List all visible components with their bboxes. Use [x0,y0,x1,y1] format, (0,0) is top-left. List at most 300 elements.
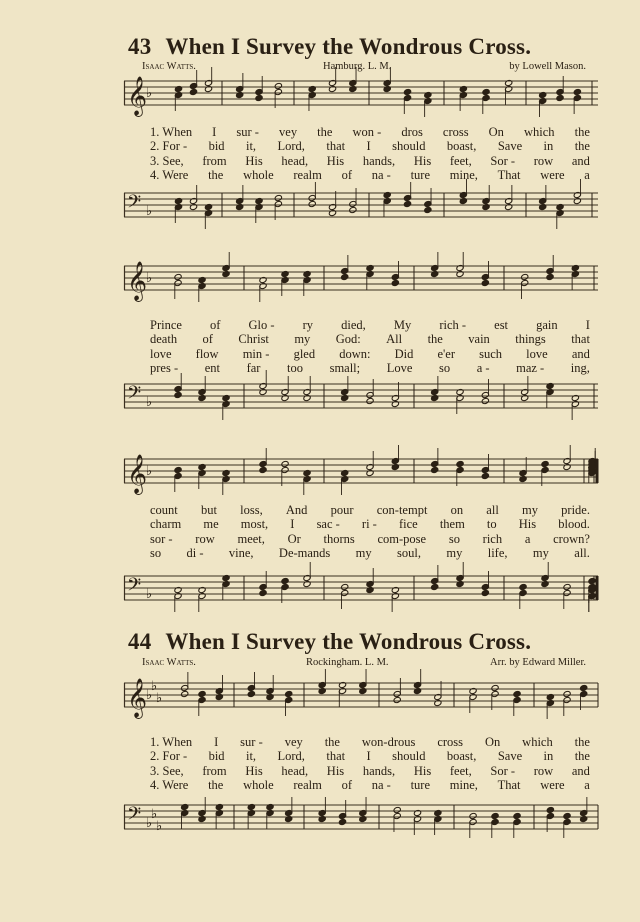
lyric-syllable: that [571,332,590,347]
note-head [403,88,411,95]
staff-lines [124,371,598,421]
lyric-syllable: so [448,531,460,546]
lyric-syllable: were [540,777,565,792]
note-head [303,394,311,401]
author: Isaac Watts. [142,657,196,668]
lyric-syllable: I [214,735,219,749]
note-head [481,397,489,404]
lyric-syllable: gled [293,346,316,361]
lyric-syllable: row [533,153,554,168]
treble-staff [124,678,598,718]
staff-lines [124,792,598,842]
flat-icon: ♭ [146,464,153,479]
lyric-syllable: pride. [561,503,590,517]
lyric-syllable: row [195,531,215,546]
lyric-syllable: were [540,167,565,182]
note-head [580,815,588,822]
lyric-syllable: sur - [240,735,263,749]
note-head [413,809,421,816]
lyric-syllable: down: [339,346,371,361]
note-head [366,586,374,593]
verse-line [150,749,590,763]
note-head [198,586,206,593]
lyric-syllable: all [486,503,499,517]
lyric-syllable: ture [410,777,431,792]
note-head [259,466,267,473]
lyric-syllable: dros [401,125,423,139]
lyric-syllable: the [208,777,224,792]
flat-icon: ♭ [156,819,163,834]
note-head [541,580,549,587]
lyric-syllable: 4. Were [150,777,189,792]
lyric-syllable: and [571,763,590,778]
note-head [459,197,467,204]
note-head [546,806,554,813]
staff-lines [124,253,598,303]
lyric-syllable: min - [242,346,270,361]
verse-line [150,764,590,778]
note-head [259,388,267,395]
bass-staff [124,192,598,218]
note-head [482,88,490,95]
note-head [222,574,230,581]
note-head [505,79,513,86]
note-head [285,690,293,697]
lyric-syllable: my [294,332,311,347]
treble-clef-icon: 𝄞 [127,76,148,116]
note-head [247,690,255,697]
note-head [328,85,336,92]
lyric-syllable: it, [245,139,257,154]
lyric-syllable: That [497,167,521,182]
lyric-syllable: Lord, [277,139,305,154]
note-head [456,270,464,277]
lyric-syllable: rich - [439,318,467,332]
lyric-syllable: On [484,735,501,749]
note-head [341,583,349,590]
lyric-syllable: count [150,503,178,517]
lyric-syllable: of [202,332,213,347]
lyric-syllable: 3. See, [150,763,184,778]
note-head [456,460,464,467]
flat-icon: ♭ [146,816,153,831]
treble-clef-icon: 𝄞 [127,261,148,301]
lyric-syllable: fice [398,517,418,532]
note-head [308,200,316,207]
lyric-syllable: them [439,517,465,532]
lyric-syllable: love [150,346,172,361]
bass-staff [124,383,598,409]
note-head [563,690,571,697]
lyric-syllable: I [366,139,371,154]
staff-lines [124,670,598,720]
lyric-syllable: sur - [236,125,259,139]
note-head [255,94,263,101]
lyric-syllable: vey [284,735,303,749]
flat-icon: ♭ [146,204,153,219]
lyric-syllable: in [543,749,554,764]
lyric-syllable: cross [442,125,469,139]
lyric-syllable: whole [243,777,274,792]
note-head [198,815,206,822]
staff-lines [124,68,598,118]
lyric-syllable: and [571,346,590,361]
lyric-syllable: boast, [446,139,477,154]
note-head [393,806,401,813]
note-head [222,394,230,401]
lyric-syllable: but [200,503,217,517]
hymn-number: 43 [128,34,152,59]
note-head [281,394,289,401]
hymn-number: 44 [128,629,152,654]
lyric-syllable: Did [394,346,414,361]
note-head [424,206,432,213]
lyric-syllable: should [392,749,426,764]
verse-line [150,347,590,361]
note-head [285,815,293,822]
treble-staff [124,454,598,494]
lyric-syllable: 3. See, [150,153,184,168]
lyric-syllable: I [366,749,371,764]
note-head [198,690,206,697]
note-head [189,203,197,210]
lyric-syllable: Sor - [490,763,516,778]
note-head [573,88,581,95]
lyric-syllable: the [427,332,443,347]
lyric-syllable: whole [243,167,274,182]
lyric-syllable: His [518,517,537,532]
lyric-syllable: which [523,125,555,139]
note-head [366,397,374,404]
lyric-syllable: Sor - [490,153,516,168]
lyric-syllable: such [479,346,503,361]
lyric-syllable: His [245,153,263,168]
bass-clef-icon: 𝄢 [127,804,142,829]
note-head [174,466,182,473]
lyric-syllable: crown? [553,531,590,546]
note-head [359,687,367,694]
note-head [247,803,255,810]
lyric-syllable: small; [329,360,361,375]
note-head [318,815,326,822]
flat-icon: ♭ [146,271,153,286]
lyric-syllable: My [393,318,412,332]
note-head [456,580,464,587]
note-head [198,276,206,283]
lyric-syllable: rich [482,531,503,546]
lyric-syllable: that [326,139,346,154]
lyric-syllable: the [317,125,333,139]
note-head [513,812,521,819]
bass-staff [124,575,598,601]
note-head [204,85,212,92]
lyric-syllable: of [210,318,221,332]
bass-clef-icon: 𝄢 [127,575,142,600]
note-head [491,812,499,819]
lyric-syllable: ri - [361,517,377,532]
lyric-syllable: Prince [150,318,182,332]
note-head [383,85,391,92]
lyric-syllable: bid [208,749,225,764]
note-head [222,270,230,277]
note-head [198,394,206,401]
lyric-syllable: a - [476,360,490,375]
note-head [481,279,489,286]
lyric-syllable: soul, [397,545,421,560]
verse-line [150,532,590,546]
lyric-syllable: a [584,167,590,182]
lyric-syllable: hands, [362,153,396,168]
note-head [505,203,513,210]
note-head [215,803,223,810]
lyric-syllable: con-tempt [376,503,428,517]
staff-lines [124,446,598,496]
verse-line [150,139,590,153]
note-head [318,687,326,694]
note-head [546,273,554,280]
note-head [541,460,549,467]
lyric-syllable: I [212,125,217,139]
lyric-syllable: the [208,167,224,182]
note-head [341,394,349,401]
lyric-syllable: realm [293,777,322,792]
note-head [174,391,182,398]
flat-icon: ♭ [151,807,158,822]
lyric-syllable: His [413,153,432,168]
lyric-syllable: most, [240,517,269,532]
lyric-syllable: the [574,749,590,764]
note-head [431,466,439,473]
lyric-syllable: feet, [449,763,472,778]
lyric-syllable: Christ [238,332,269,347]
note-head [573,197,581,204]
lyric-syllable: vey [279,125,298,139]
lyric-syllable: 1. When [150,125,193,139]
lyric-syllable: on [450,503,464,517]
lyric-syllable: His [245,763,263,778]
lyric-syllable: Or [287,531,301,546]
note-head [563,463,571,470]
verse-line [150,154,590,168]
hymn-44-verses-system-1 [150,735,590,792]
hymn-title-text: When I Survey the Wondrous Cross. [165,629,532,654]
lyric-syllable: realm [293,167,322,182]
note-head [236,203,244,210]
note-head [338,681,346,688]
lyric-syllable: sor - [150,531,173,546]
lyric-syllable: com-pose [377,531,427,546]
note-head [189,88,197,95]
lyric-syllable: All [386,332,403,347]
lyric-syllable: mine, [449,777,478,792]
note-head [255,197,263,204]
lyric-syllable: ing, [570,360,590,375]
note-head [181,690,189,697]
lyric-syllable: too [287,360,303,375]
lyric-syllable: 4. Were [150,167,189,182]
note-head [204,203,212,210]
note-head [366,469,374,476]
note-head [431,270,439,277]
lyric-syllable: row [533,763,554,778]
flat-icon: ♭ [146,86,153,101]
lyric-syllable: na - [371,777,391,792]
verse-line [150,318,590,332]
flat-icon: ♭ [156,691,163,706]
note-head [571,394,579,401]
note-head [539,91,547,98]
note-head [481,472,489,479]
note-head [274,194,282,201]
flat-icon: ♭ [151,679,158,694]
note-head [413,687,421,694]
author: Isaac Watts. [142,61,196,72]
lyric-syllable: bid [208,139,225,154]
note-head [341,469,349,476]
lyric-syllable: to [486,517,497,532]
verse-line [150,735,590,749]
lyric-syllable: cross [437,735,464,749]
note-head [434,699,442,706]
note-head [222,469,230,476]
lyric-syllable: my [532,545,549,560]
flat-icon: ♭ [146,688,153,703]
composer: by Lowell Mason. [509,61,586,72]
lyric-syllable: mine, [449,167,478,182]
lyric-syllable: it, [245,749,257,764]
lyric-syllable: And [285,503,308,517]
note-head [491,684,499,691]
note-head [539,203,547,210]
note-head [174,273,182,280]
lyric-syllable: a [524,531,531,546]
hymn-title-text: When I Survey the Wondrous Cross. [165,34,532,59]
note-head [456,388,464,395]
verse-line [150,332,590,346]
lyric-syllable: which [522,735,553,749]
note-head [556,94,564,101]
lyric-syllable: hands, [362,763,396,778]
hymn-43-verses-system-1 [150,125,590,182]
lyric-syllable: and [571,153,590,168]
lyric-syllable: ture [410,167,431,182]
treble-staff [124,76,598,116]
lyric-syllable: my [521,503,538,517]
note-head [546,693,554,700]
note-head [519,583,527,590]
note-head [459,85,467,92]
lyric-syllable: should [392,139,426,154]
note-head [391,400,399,407]
note-head [571,264,579,271]
note-head [469,687,477,694]
staff-lines [124,180,598,230]
note-head [519,475,527,482]
hymn-43-verses-system-2 [150,318,590,375]
verse-line [150,546,590,560]
hymn-43-verses-system-3 [150,503,590,560]
lyric-syllable: all. [574,545,590,560]
note-head [349,85,357,92]
hymn-44-title [128,629,598,655]
staff-lines [124,563,598,613]
lyric-syllable: a [584,777,590,792]
lyric-syllable: the [574,125,590,139]
note-head [303,580,311,587]
note-head [391,463,399,470]
note-head [181,803,189,810]
note-head [556,203,564,210]
treble-clef-icon: 𝄞 [127,678,148,718]
lyric-syllable: love [526,346,548,361]
lyric-syllable: His [326,763,345,778]
lyric-syllable: far [246,360,261,375]
note-head [236,91,244,98]
note-head [434,809,442,816]
lyric-syllable: vine, [228,545,254,560]
lyric-syllable: head, [281,153,309,168]
lyric-syllable: His [413,763,432,778]
lyric-syllable: won-drous [361,735,416,749]
verse-line [150,778,590,792]
lyric-syllable: the [574,735,590,749]
lyric-syllable: head, [281,763,309,778]
lyric-syllable: my [446,545,463,560]
lyric-syllable: me [203,517,219,532]
lyric-syllable: pres - [150,360,179,375]
lyric-syllable: 2. For - [150,749,188,764]
note-head [546,382,554,389]
lyric-syllable: maz - [516,360,545,375]
lyric-syllable: His [326,153,345,168]
note-head [403,200,411,207]
lyric-syllable: pour [330,503,354,517]
lyric-syllable: Save [497,749,523,764]
note-head [391,279,399,286]
note-head [174,85,182,92]
note-head [266,693,274,700]
verse-line [150,503,590,517]
lyric-syllable: flow [195,346,219,361]
note-head [481,589,489,596]
lyric-syllable: e'er [437,346,455,361]
lyric-syllable: 2. For - [150,139,188,154]
lyric-syllable: na - [371,167,391,182]
note-head [366,264,374,271]
verse-line [150,125,590,139]
lyric-syllable: so [438,360,451,375]
lyric-syllable: that [326,749,346,764]
lyric-syllable: De-mands [278,545,331,560]
lyric-syllable: the [574,139,590,154]
lyric-syllable: charm [150,517,182,532]
tune-name: Rockingham. L. M. [306,657,389,668]
note-head [174,586,182,593]
note-head [274,82,282,89]
lyric-syllable: sac - [316,517,340,532]
note-head [431,583,439,590]
note-head [338,818,346,825]
note-head [259,276,267,283]
lyric-syllable: loss, [240,503,263,517]
note-head [303,270,311,277]
lyric-syllable: That [497,777,521,792]
bass-staff [124,804,598,834]
note-head [482,203,490,210]
note-head [469,812,477,819]
note-head [431,394,439,401]
lyric-syllable: from [202,153,227,168]
